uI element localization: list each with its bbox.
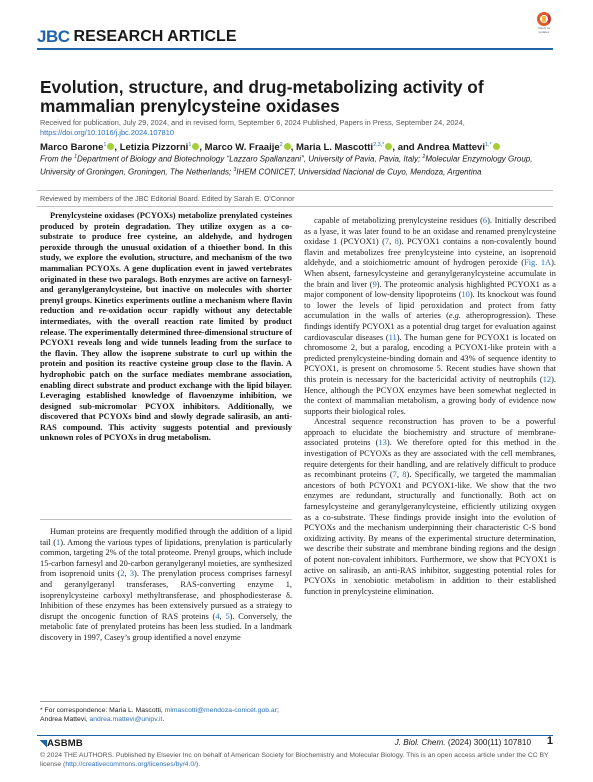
reference-link[interactable]: 4 [215, 611, 220, 621]
reference-link[interactable]: 2 [120, 569, 125, 579]
orcid-icon[interactable] [192, 143, 199, 150]
author-list: Marco Barone$^1$ , Letizia Pizzorni$^1$ , Marco W. Fraaije$^2$ , Maria L. Mascotti$^{2,3,*}$ , and Andrea Mattevi$^{1,*}$ [40, 139, 560, 154]
check-updates-icon [537, 12, 551, 26]
author-name[interactable]: Maria L. Mascotti$^{2,3,*}$ [296, 142, 392, 153]
paragraph: Human proteins are frequently modified through the addition of a lipid tail (1). Among the various types of lipidations, prenylation is particularly common, targeting 2% of the total proteome. Prenyl groups, which include 15-carbon farnesyl and 20-carbon geranylgeranyl moieties, are synthesized from isoprenoid units (2, 3). The prenylation process comprises farnesyl and geranylgeranyl transferases, RAS-converting enzyme 1, isoprenylcysteine carboxyl methyltransferase, and phosphodiesterase δ. Inhibition of these enzymes has been extensively pursued as a strategy to disrupt the oncogenic function of RAS proteins (4, 5). Conversely, the metabolic fate of prenylated proteins has been less studied. In a landmark discovery in 1997, Casey’s group identified a novel enzyme [40, 527, 293, 642]
reference-link[interactable]: 11 [388, 332, 397, 342]
received-text: Received for publication, July 29, 2024, and in revised form, September 6, 2024 Published, Papers in Press, September 24, 2024, [40, 118, 465, 127]
check-for-updates-button[interactable] [535, 12, 553, 36]
footnote-divider [40, 701, 120, 702]
reference-link[interactable]: 7 [392, 470, 397, 480]
reference-link[interactable]: 8 [402, 470, 407, 480]
jbc-logo[interactable]: JBC [37, 27, 70, 46]
reference-link[interactable]: 9 [372, 279, 377, 289]
paragraph: Ancestral sequence reconstruction has proven to be a powerful approach to elucidate the biochemistry and structure of membrane-associated proteins (13). We therefore opted for this method in the investigation of PCYOXs as they are associated with the cell membranes, require detergents for their handling, and are relatively difficult to produce as recombinant proteins (7, 8). Specifically, we targeted the mammalian ancestors of both PCYOX1 and PCYOX1-like. We show that the two enzymes are redundant, structurally and functionally. Both act on farnesylcysteine and geranylgeranylcysteine, efficiently utilizing oxygen as a co-substrate. These findings provide insight into the evolution of PCYOXs and the mechanism underpinning their characteristic C-S bond oxidizing activity. By means of the experimental structure determination, we describe their substrate and membrane binding regions and the design of potent non-covalent inhibitors. Furthermore, we show that PCYOX1 is active on salirasib, an anti-RAS inhibitor, suggesting potential roles for PCYOXs in xenobiotic metabolism in addition to their established function in prenylcysteine elimination. [304, 417, 557, 596]
article-title: Evolution, structure, and drug-metabolizing activity of mammalian prenylcysteine oxidases [40, 77, 484, 116]
reference-link[interactable]: mlmascotti@mendoza-conicet.gob.ar [164, 707, 277, 714]
doi-link[interactable]: https://doi.org/10.1016/j.jbc.2024.107810 [40, 127, 174, 137]
author-name[interactable]: Marco W. Fraaije$^2$ [205, 142, 291, 153]
divider [37, 190, 553, 191]
reference-link[interactable]: 10 [461, 290, 470, 300]
reference-link[interactable]: 7 [384, 237, 390, 247]
check-updates-label: Check for updates [537, 26, 551, 34]
orcid-icon[interactable] [107, 143, 114, 150]
asbmb-mark-icon: ◥ [40, 738, 48, 748]
reference-link[interactable]: Fig. 1A [524, 258, 552, 268]
author-name[interactable]: Marco Barone$^1$ [40, 142, 114, 153]
footer-divider [37, 735, 553, 736]
reference-link[interactable]: 13 [378, 438, 387, 448]
affiliations: From the $^1$Department of Biology and Biotechnology “Lazzaro Spallanzani”, University of Pavia, Pavia, Italy; $^2$Molecular Enzymology Group, University of Groningen, Groningen, The Netherlands; $^3$IHEM CONICET, Universidad Nacional de Cuyo, Mendoza, Argentina [40, 154, 533, 177]
journal-citation: J. Biol. Chem. (2024) 300(11) 107810 [394, 738, 531, 747]
paragraph: capable of metabolizing prenylcysteine residues (6). Initially described as a lyase, it was later found to be an oxidase and renamed prenylcysteine oxidase 1 (PCYOX1) (7, 8). PCYOX1 contains a non-covalently bound flavin and metabolizes free prenylcysteine into cysteine, an isoprenoid aldehyde, and a stoichiometric amount of hydrogen peroxide (Fig. 1A). When absent, farnesylcysteine and geranylgeranylcysteine accumulate in the brain and liver (9). The proteomic analysis highlighted PCYOX1 as a major component of low-density lipoproteins (10). Its knockout was found to lower the levels of lipid peroxidation and protect from fatty accumulation in the walls of arteries (e.g. atheroprogression). These findings identify PCYOX1 as a potential drug target for evaluation against cardiovascular diseases (11). The human gene for PCYOX1 is located on chromosome 2, but a paralog, encoding a PCYOX1-like protein with a predicted prenylcysteine-binding domain and 43% of sequence identity to PCYOX1, is present on chromosome 5. Recent studies have shown that this protein is necessary for the bactericidal activity of neutrophils (12). Hence, although the PCYOX enzymes have been somewhat neglected in the context of mammalian metabolism, a growing body of evidence now supports their biological roles. [304, 216, 557, 416]
abstract-text: Prenylcysteine oxidases (PCYOXs) metabolize prenylated cysteines produced by protein degradation. They utilize oxygen as a co-substrate to produce free cysteine, an aldehyde, and hydrogen peroxide through the unusual oxidation of a thioether bond. In this study, we explore the evolution, structure, and mechanism of the two mammalian PCYOXs. A gene duplication event in jawed vertebrates originated in these two paralogs. Both enzymes are active on farnesyl- and geranylgeranylcysteine, but inactive on molecules with shorter prenyl groups. Kinetics experiments outline a mechanism where flavin reduction and re-oxidation occur rapidly without any detectable intermediates, with the overall reaction rate limited by product release. The experimentally determined three-dimensional structure of PCYOX1 reveals long and wide tunnels leading from the surface to the flavin. They allow the isoprene substrate to curl up within the protein and position its reactive cysteine group close to the flavin. A hydrophobic patch on the surface mediates membrane association, enabling direct substrate and product exchange with the lipid bilayer. Leveraging established knowledge of flavoenzyme inhibition, we designed sub-micromolar PCYOX inhibitors. Additionally, we discovered that PCYOXs bind and slowly degrade salirasib, an anti-RAS compound. This activity suggests potential and previously unknown roles of PCYOXs in drug metabolism. [40, 211, 292, 443]
author-name[interactable]: and Andrea Mattevi$^{1,*}$ [398, 142, 500, 153]
orcid-icon[interactable] [385, 143, 392, 150]
reference-link[interactable]: 12 [542, 374, 552, 384]
reference-link[interactable]: 3 [129, 569, 135, 579]
asbmb-logo[interactable]: ◥ASBMB [40, 738, 83, 749]
abstract [40, 211, 292, 444]
divider [37, 206, 553, 207]
body-text-right [304, 216, 556, 597]
copyright-notice: © 2024 THE AUTHORS. Published by Elsevier Inc on behalf of American Society for Biochemistry and Molecular Biology. This is an open access article under the CC BY license (http://creativecommons.org/licenses/by/4.0/). [40, 752, 549, 768]
reference-link[interactable]: andrea.mattevi@unipv.it [89, 716, 163, 723]
reference-link[interactable]: 8 [394, 237, 399, 247]
body-text-left [40, 527, 292, 644]
correspondence-footnote: * For correspondence: Maria L. Mascotti, mlmascotti@mendoza-conicet.gob.ar; Andrea Mattevi, andrea.mattevi@unipv.it. [40, 707, 279, 723]
author-name[interactable]: Letizia Pizzorni$^1$ [120, 142, 200, 153]
page-number: 1 [546, 735, 553, 747]
reference-link[interactable]: 1 [56, 537, 61, 547]
reference-link[interactable]: 6 [482, 216, 488, 225]
received-dates [40, 118, 560, 137]
reference-link[interactable]: 5 [225, 611, 230, 621]
divider [40, 519, 292, 520]
journal-header [37, 24, 553, 50]
editorial-note: Reviewed by members of the JBC Editorial Board. Edited by Sarah E. O’Connor [40, 194, 295, 203]
reference-link[interactable]: http://creativecommons.org/licenses/by/4.0/ [65, 761, 197, 768]
orcid-icon[interactable] [284, 143, 291, 150]
article-type-label: RESEARCH ARTICLE [73, 28, 237, 45]
orcid-icon[interactable] [493, 143, 500, 150]
